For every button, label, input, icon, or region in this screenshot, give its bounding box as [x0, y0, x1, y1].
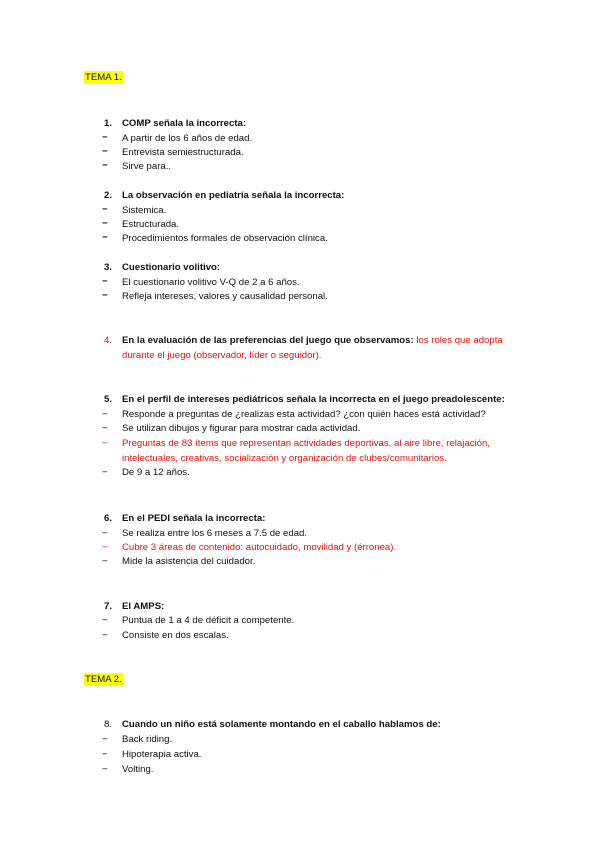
question-title: En el PEDI señala la incorrecta: — [122, 513, 266, 524]
answer-option: Back riding. — [122, 734, 173, 745]
section-heading-tema-1: TEMA 1. — [85, 72, 122, 83]
question-number: 7. — [103, 601, 112, 612]
correct-answer: los roles que adopta — [413, 335, 503, 346]
bullet-dash: − — [102, 232, 108, 243]
answer-option: Refleja intereses, valores y causalidad personal. — [122, 291, 328, 302]
answer-option: Consiste en dos escalas. — [122, 630, 229, 641]
bullet-dash: − — [102, 556, 108, 567]
correct-answer: durante el juego (observador, líder o seguidor). — [122, 350, 322, 361]
answer-option-marked: Preguntas de 83 ítems que representan actividades deportivas, al aire libre, relajación, — [122, 438, 490, 449]
bullet-dash: − — [102, 146, 108, 157]
question-number: 4. — [103, 335, 112, 346]
answer-option: Responde a preguntas de ¿realizas esta actividad? ¿con quién haces está actividad? — [122, 409, 486, 420]
bullet-dash: − — [102, 160, 108, 171]
bullet-dash: − — [102, 276, 108, 287]
bullet-dash: − — [102, 290, 108, 301]
question-number: 2. — [103, 190, 112, 201]
answer-option: De 9 a 12 años. — [122, 467, 190, 478]
section-heading-tema-2: TEMA 2. — [85, 674, 122, 685]
question-title: COMP señala la incorrecta: — [122, 118, 247, 129]
answer-option: El cuestionario volitivo V-Q de 2 a 6 años. — [122, 277, 300, 288]
bullet-dash: − — [102, 749, 108, 760]
answer-option: Se utilizan dibujos y figurar para mostrar cada actividad. — [122, 423, 361, 434]
question-number: 6. — [103, 513, 112, 524]
bullet-dash: − — [102, 204, 108, 215]
question-title: En el perfil de intereses pediátricos señala la incorrecta en el juego preadolescente: — [122, 394, 505, 405]
bullet-dash: − — [102, 734, 108, 745]
question-number: 8. — [103, 719, 112, 730]
answer-option: Procedimientos formales de observación clínica. — [122, 233, 328, 244]
question-title: La observación en pediatría señala la incorrecta: — [122, 190, 345, 201]
bullet-dash: − — [102, 528, 108, 539]
question-number: 1. — [103, 118, 112, 129]
bullet-dash: − — [102, 615, 108, 626]
answer-option: Estructurada. — [122, 219, 180, 230]
answer-option-marked: Cubre 3 áreas de contenido: autocuidado, movilidad y (érronea). — [122, 542, 397, 553]
question-title: Cuando un niño está solamente montando en el caballo hablamos de: — [122, 719, 441, 730]
answer-option: Hipoterapia activa. — [122, 749, 202, 760]
bullet-dash: − — [102, 438, 108, 449]
answer-option: A partir de los 6 años de edad. — [122, 133, 253, 144]
answer-option: Mide la asistencia del cuidador. — [122, 556, 256, 567]
bullet-dash: − — [102, 409, 108, 420]
answer-option: Entrevista semiestructurada. — [122, 147, 244, 158]
bullet-dash: − — [102, 467, 108, 478]
answer-option: Volting. — [122, 764, 154, 775]
bullet-dash: − — [102, 764, 108, 775]
bullet-dash: − — [102, 542, 108, 553]
answer-option-marked: intelectuales, creativas, socialización y organización de clubes/comunitarios. — [122, 453, 447, 464]
bullet-dash: − — [102, 132, 108, 143]
bullet-dash: − — [102, 630, 108, 641]
bullet-dash: − — [102, 423, 108, 434]
answer-option: Sirve para.. — [122, 161, 172, 172]
answer-option: Sistemica. — [122, 205, 167, 216]
bullet-dash: − — [102, 218, 108, 229]
question-number: 5. — [103, 394, 112, 405]
question-title: Cuestionario volitivo: — [122, 262, 221, 273]
question-title: En la evaluación de las preferencias del juego que observamos: los roles que adopta — [122, 335, 503, 346]
answer-option: Puntua de 1 a 4 de déficit a competente. — [122, 615, 295, 626]
question-number: 3. — [103, 262, 112, 273]
question-title: El AMPS: — [122, 601, 165, 612]
answer-option: Se realiza entre los 6 meses a 7.5 de edad. — [122, 528, 308, 539]
